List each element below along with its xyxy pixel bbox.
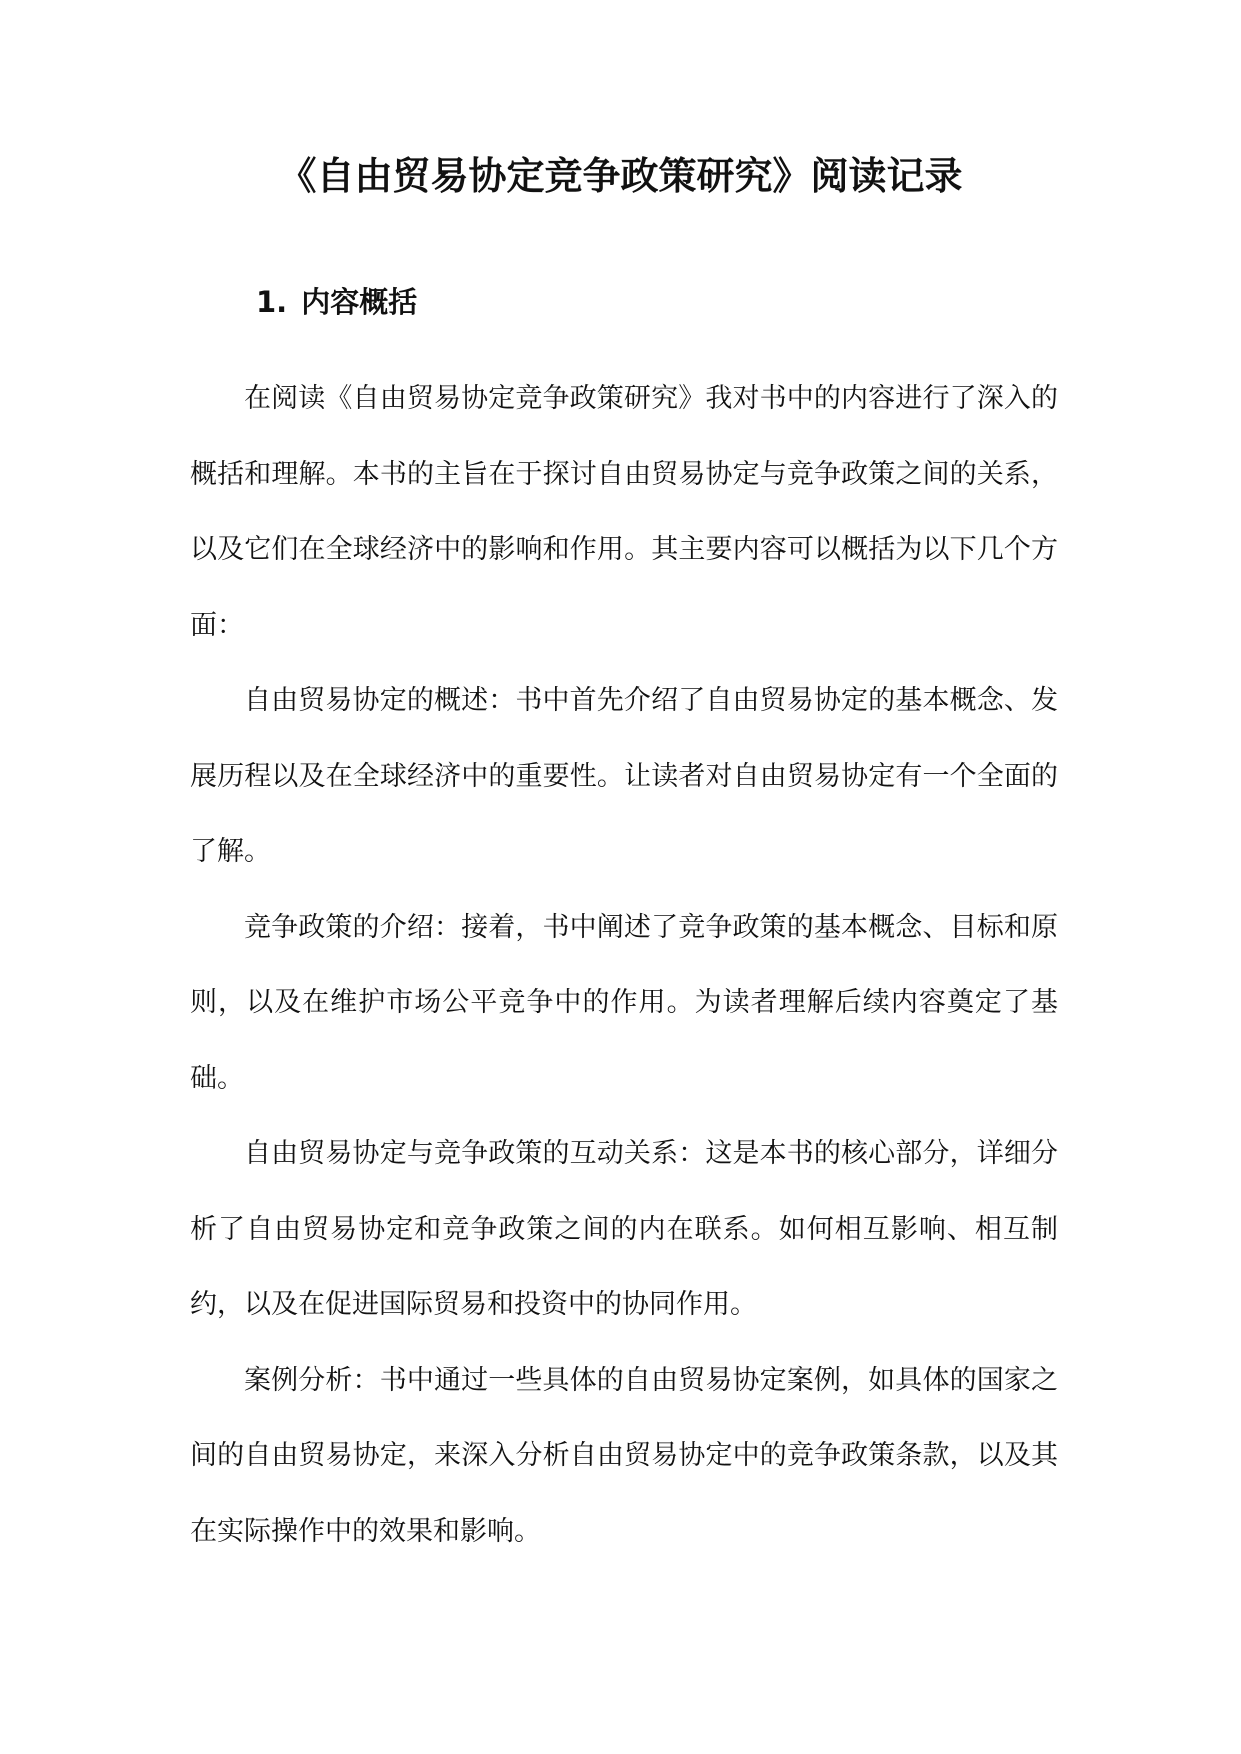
paragraph-interaction: 自由贸易协定与竞争政策的互动关系：这是本书的核心部分，详细分析了自由贸易协定和竞争政策之间的内在联系。如何相互影响、相互制约，以及在促进国际贸易和投资中的协同作用。 [190, 1138, 1058, 1320]
paragraph-intro: 在阅读《自由贸易协定竞争政策研究》我对书中的内容进行了深入的概括和理解。本书的主旨在于探讨自由贸易协定与竞争政策之间的关系，以及它们在全球经济中的影响和作用。其主要内容可以概括为以下几个方面： [190, 383, 1058, 641]
section-number: 1. [256, 285, 288, 319]
paragraph-fta-overview: 自由贸易协定的概述：书中首先介绍了自由贸易协定的基本概念、发展历程以及在全球经济中的重要性。让读者对自由贸易协定有一个全面的了解。 [190, 685, 1058, 867]
section-body [190, 361, 1058, 1569]
section-title: 内容概括 [301, 285, 418, 319]
paragraph-case-analysis: 案例分析：书中通过一些具体的自由贸易协定案例，如具体的国家之间的自由贸易协定，来深入分析自由贸易协定中的竞争政策条款，以及其在实际操作中的效果和影响。 [190, 1364, 1058, 1547]
section-heading [256, 281, 417, 323]
document-title: 《自由贸易协定竞争政策研究》阅读记录 [278, 154, 963, 198]
paragraph-competition-policy: 竞争政策的介绍：接着，书中阐述了竞争政策的基本概念、目标和原则，以及在维护市场公平竞争中的作用。为读者理解后续内容奠定了基础。 [190, 911, 1058, 1094]
